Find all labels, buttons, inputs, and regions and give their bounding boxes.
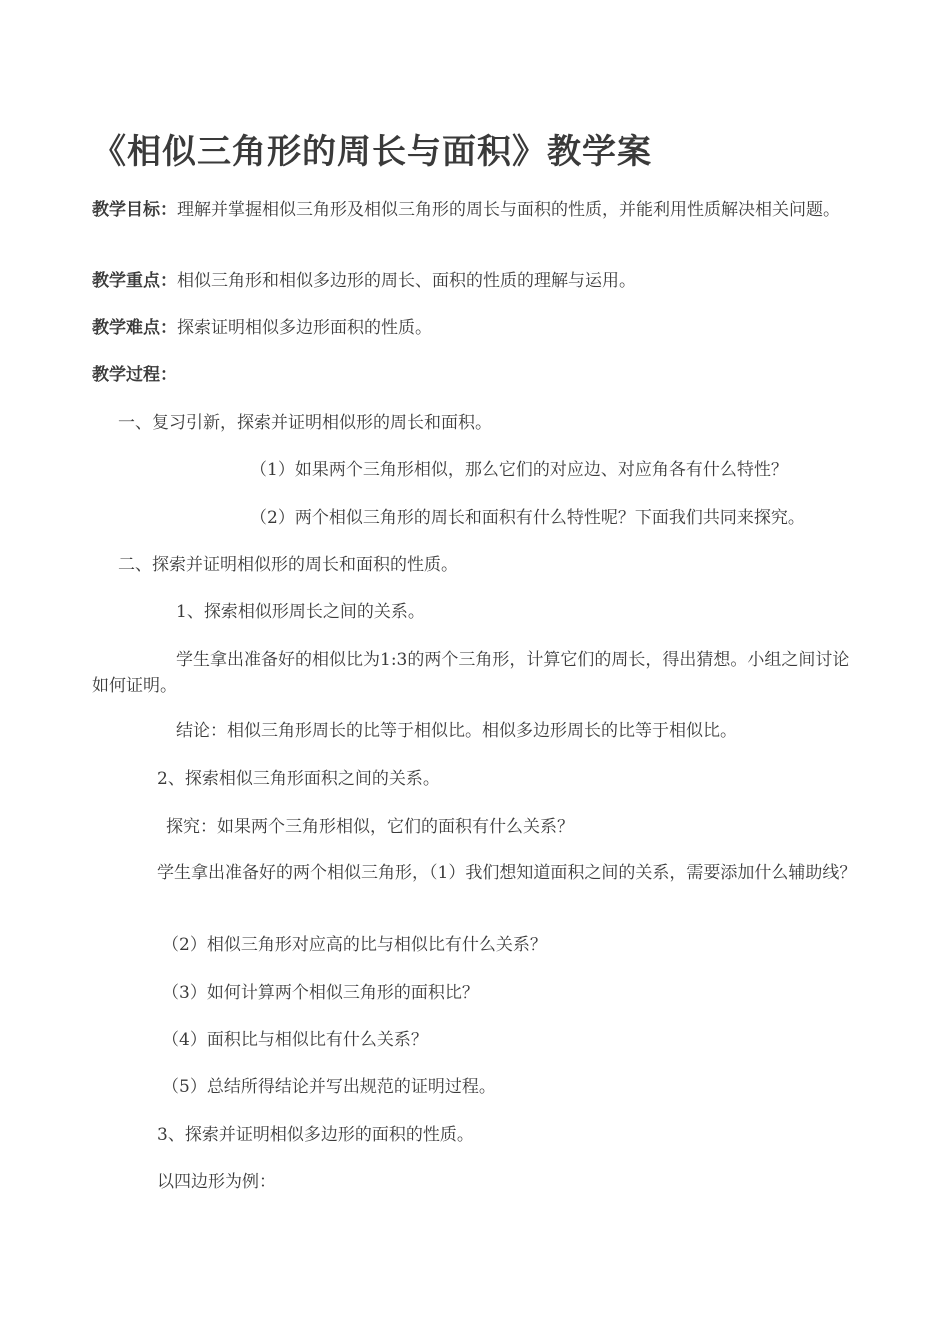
area-inquiry-question: 探究：如果两个三角形相似，它们的面积有什么关系？ [166,817,574,837]
perimeter-activity-paragraph: 学生拿出准备好的相似比为1:3的两个三角形，计算它们的周长，得出猜想。小组之间讨论如何证明。 [92,650,850,696]
key-point-paragraph [92,268,864,294]
area-activity-paragraph: 学生拿出准备好的两个相似三角形，（1）我们想知道面积之间的关系，需要添加什么辅助线？ [157,863,857,883]
process-heading [92,362,864,388]
area-question-4: （4）面积比与相似比有什么关系？ [162,1030,428,1050]
difficulty-label: 教学难点： [92,318,177,338]
area-question-5: （5）总结所得结论并写出规范的证明过程。 [162,1077,496,1097]
objective-text: 理解并掌握相似三角形及相似三角形的周长与面积的性质，并能利用性质解决相关问题。 [177,200,840,220]
difficulty-paragraph [92,315,864,341]
page-title: 《相似三角形的周长与面积》教学案 [92,132,652,172]
subsection-2-heading: 2、探索相似三角形面积之间的关系。 [157,769,440,789]
quadrilateral-example-line: 以四边形为例： [157,1172,276,1192]
objective-label: 教学目标： [92,200,177,220]
section-two-heading: 二、探索并证明相似形的周长和面积的性质。 [118,555,458,575]
difficulty-text: 探索证明相似多边形面积的性质。 [177,318,432,338]
subsection-1-heading: 1、探索相似形周长之间的关系。 [176,602,425,622]
subsection-3-heading: 3、探索并证明相似多边形的面积的性质。 [157,1125,474,1145]
section-one-heading: 一、复习引新，探索并证明相似形的周长和面积。 [118,413,492,433]
area-question-3: （3）如何计算两个相似三角形的面积比？ [162,983,479,1003]
objective-paragraph [92,197,864,223]
process-label: 教学过程： [92,365,177,385]
review-question-2: （2）两个相似三角形的周长和面积有什么特性呢？下面我们共同来探究。 [250,508,805,528]
key-point-label: 教学重点： [92,271,177,291]
area-question-2: （2）相似三角形对应高的比与相似比有什么关系？ [162,935,547,955]
perimeter-conclusion: 结论：相似三角形周长的比等于相似比。相似多边形周长的比等于相似比。 [176,721,737,741]
key-point-text: 相似三角形和相似多边形的周长、面积的性质的理解与运用。 [177,271,636,291]
review-question-1: （1）如果两个三角形相似，那么它们的对应边、对应角各有什么特性？ [250,460,788,480]
